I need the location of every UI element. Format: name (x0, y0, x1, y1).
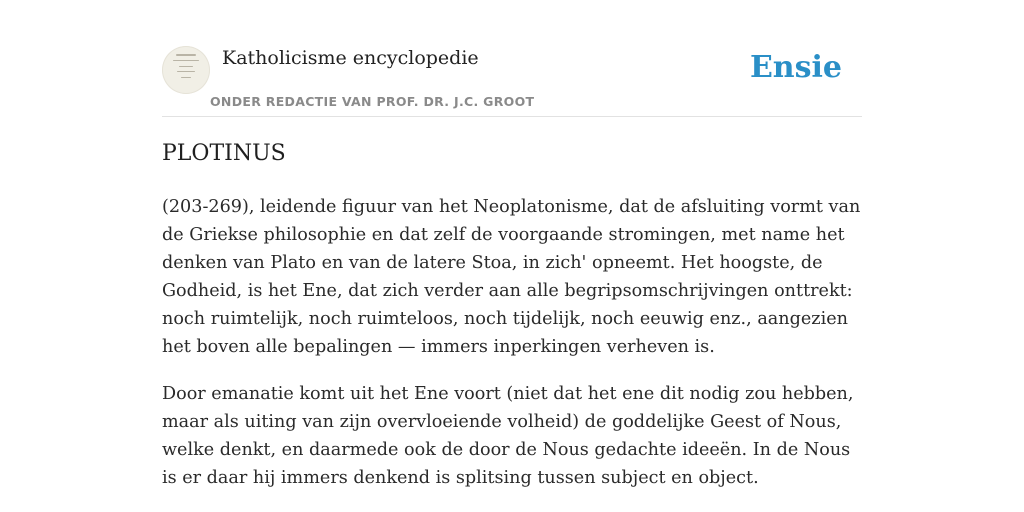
article-paragraph: (203-269), leidende figuur van het Neoplatonisme, dat de afsluiting vormt van de Griekse philosophie en dat zelf de voorgaande stromingen, met name het denken van Plato en van de latere Stoa, in zich' opneemt. Het hoogste, de Godheid, is het Ene, dat zich verder aan alle begripsomschrijvingen onttrekt: noch ruimtelijk, noch ruimteloos, noch tijdelijk, noch eeuwig enz., aangezien het boven alle bepalingen — immers inperkingen verheven is. (162, 197, 861, 357)
brand-logo[interactable]: Ensie (749, 50, 842, 85)
article-body (162, 193, 864, 511)
article-headword: PLOTINUS (162, 141, 286, 166)
site-header (162, 40, 862, 117)
article-paragraph: Door emanatie komt uit het Ene voort (niet dat het ene dit nodig zou hebben, maar als uiting van zijn overvloeiende volheid) de goddelijke Geest of Nous, welke denkt, en daarmede ook de door de Nous gedachte ideeën. In de Nous is er daar hij immers denkend is splitsing tussen subject en object. (162, 384, 854, 488)
book-cover-icon[interactable] (162, 46, 210, 94)
editor-line: ONDER REDACTIE VAN PROF. DR. J.C. GROOT (210, 94, 535, 109)
book-title[interactable]: Katholicisme encyclopedie (222, 47, 479, 69)
